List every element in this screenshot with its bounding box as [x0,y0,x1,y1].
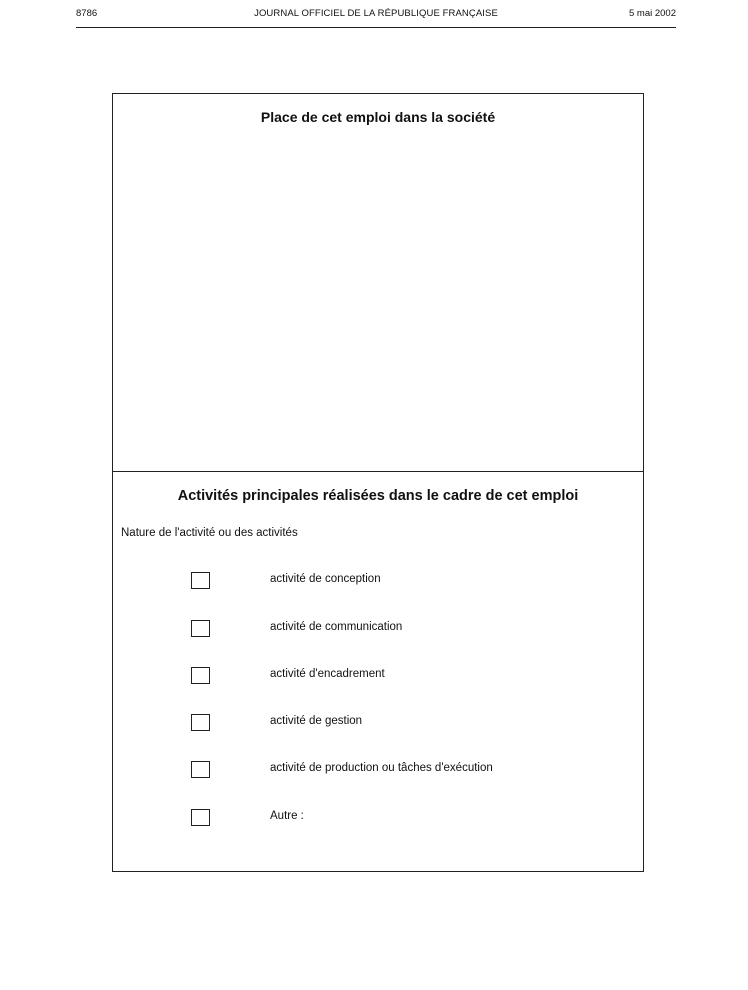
section-divider [113,471,643,472]
activity-option-conception [113,572,643,594]
production-checkbox[interactable] [191,761,210,778]
header-rule [76,27,676,28]
journal-title: JOURNAL OFFICIEL DE LA RÉPUBLIQUE FRANÇAISE [254,8,498,19]
encadrement-checkbox[interactable] [191,667,210,684]
activity-option-label: Autre : [270,810,304,822]
activities-section-title: Activités principales réalisées dans le cadre de cet emploi [177,488,579,504]
communication-checkbox[interactable] [191,620,210,637]
activity-option-production [113,761,643,783]
gestion-checkbox[interactable] [191,714,210,731]
conception-checkbox[interactable] [191,572,210,589]
activity-option-label: activité de production ou tâches d'exécution [270,762,493,774]
activity-option-label: activité de gestion [270,715,363,727]
place-section-title: Place de cet emploi dans la société [260,109,496,125]
publication-date: 5 mai 2002 [628,8,676,19]
activity-option-communication [113,620,643,642]
activity-option-label: activité de communication [270,621,403,633]
autre-checkbox[interactable] [191,809,210,826]
page-header [76,8,676,22]
activity-option-encadrement [113,667,643,689]
activity-option-autre [113,809,643,831]
activity-option-label: activité d'encadrement [270,668,385,680]
activity-option-gestion [113,714,643,736]
nature-label: Nature de l'activité ou des activités [121,527,298,539]
form-frame [112,93,644,872]
activity-option-label: activité de conception [270,573,381,585]
page-number: 8786 [76,8,98,19]
